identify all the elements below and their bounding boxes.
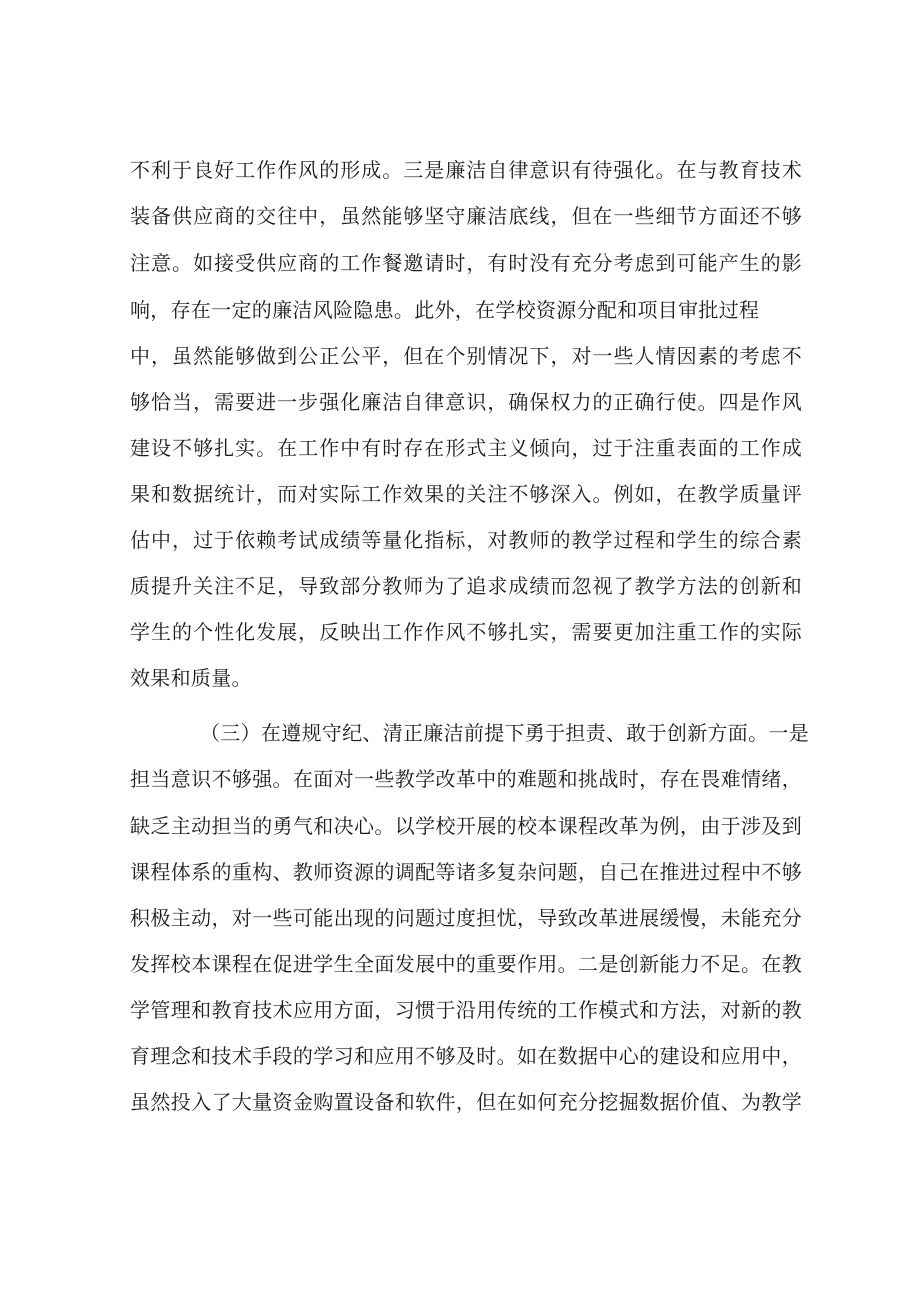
text-line: 装备供应商的交往中，虽然能够坚守廉洁底线，但在一些细节方面还不够 (130, 204, 802, 228)
text-line: 建设不够扎实。在工作中有时存在形式主义倾向，过于注重表面的工作成 (130, 436, 802, 460)
text-line: 学管理和教育技术应用方面，习惯于沿用传统的工作模式和方法，对新的教 (130, 998, 802, 1022)
text-line: 响，存在一定的廉洁风险隐患。此外，在学校资源分配和项目审批过程 (130, 298, 760, 322)
text-line: 虽然投入了大量资金购置设备和软件，但在如何充分挖掘数据价值、为教学 (130, 1090, 802, 1114)
text-line: 估中，过于依赖考试成绩等量化指标，对教师的教学过程和学生的综合素 (130, 528, 802, 552)
text-line: 够恰当，需要进一步强化廉洁自律意识，确保权力的正确行使。四是作风 (130, 390, 802, 414)
text-line: 发挥校本课程在促进学生全面发展中的重要作用。二是创新能力不足。在教 (130, 952, 802, 976)
text-line: 缺乏主动担当的勇气和决心。以学校开展的校本课程改革为例，由于涉及到 (130, 814, 802, 838)
text-line: 果和数据统计，而对实际工作效果的关注不够深入。例如，在教学质量评 (130, 482, 802, 506)
text-line: 育理念和技术手段的学习和应用不够及时。如在数据中心的建设和应用中， (130, 1044, 802, 1068)
text-line: 学生的个性化发展，反映出工作作风不够扎实，需要更加注重工作的实际 (130, 620, 802, 644)
text-line: 效果和质量。 (130, 666, 252, 690)
text-line: 注意。如接受供应商的工作餐邀请时，有时没有充分考虑到可能产生的影 (130, 251, 802, 275)
text-line: 中，虽然能够做到公正公平，但在个别情况下，对一些人情因素的考虑不 (130, 344, 802, 368)
text-line: 不利于良好工作作风的形成。三是廉洁自律意识有待强化。在与教育技术 (130, 158, 802, 182)
text-line: （三）在遵规守纪、清正廉洁前提下勇于担责、敢于创新方面。一是 (200, 721, 809, 745)
text-line: 课程体系的重构、教师资源的调配等诸多复杂问题，自己在推进过程中不够 (130, 860, 802, 884)
text-line: 质提升关注不足，导致部分教师为了追求成绩而忽视了教学方法的创新和 (130, 574, 802, 598)
text-line: 担当意识不够强。在面对一些教学改革中的难题和挑战时，存在畏难情绪， (130, 767, 802, 791)
text-line: 积极主动，对一些可能出现的问题过度担忧，导致改革进展缓慢，未能充分 (130, 906, 802, 930)
